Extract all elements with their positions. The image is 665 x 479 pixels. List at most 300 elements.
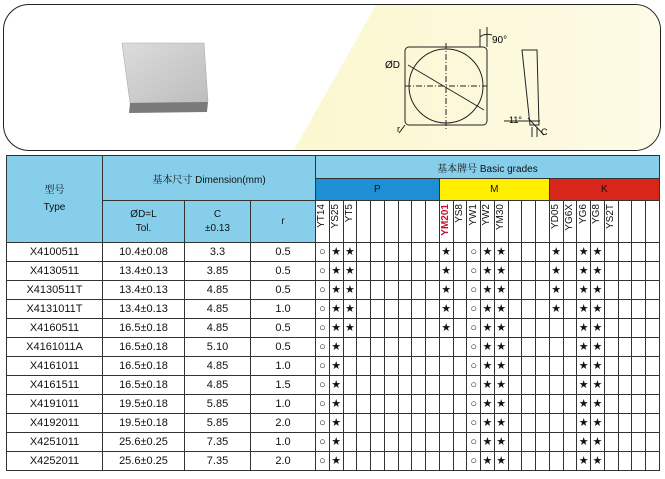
recommended-mark: ★ [481,452,495,471]
grade-column-header [604,201,618,243]
grade-name: YS8 [453,204,465,223]
empty-grade-cell [426,281,440,300]
empty-grade-cell [522,319,536,338]
empty-grade-cell [357,395,371,414]
empty-grade-cell [357,414,371,433]
empty-grade-cell [398,262,412,281]
empty-grade-cell [618,433,632,452]
recommended-mark: ★ [481,338,495,357]
empty-grade-cell [646,376,660,395]
recommended-mark: ★ [577,395,591,414]
d-cell: 10.4±0.08 [103,243,185,262]
d-cell: 13.4±0.13 [103,300,185,319]
recommended-mark: ★ [591,395,605,414]
suitable-mark: ○ [316,395,330,414]
r-cell: 1.0 [251,433,316,452]
type-cell: X4252011 [7,452,103,471]
recommended-mark: ★ [591,243,605,262]
c-cell: 5.85 [185,395,251,414]
r-cell: 2.0 [251,452,316,471]
empty-grade-cell [536,281,550,300]
empty-grade-cell [384,452,398,471]
suitable-mark: ○ [316,433,330,452]
empty-grade-cell [646,262,660,281]
empty-grade-cell [632,300,646,319]
recommended-mark: ★ [329,357,343,376]
c-header [185,201,251,243]
empty-grade-cell [549,433,563,452]
recommended-mark: ★ [329,395,343,414]
grade-name: YT14 [316,204,328,228]
d-cell: 25.6±0.25 [103,452,185,471]
empty-grade-cell [384,243,398,262]
empty-grade-cell [384,395,398,414]
empty-grade-cell [384,300,398,319]
c-header-sub: ±0.13 [205,222,230,234]
recommended-mark: ★ [329,414,343,433]
recommended-mark: ★ [549,300,563,319]
empty-grade-cell [563,433,577,452]
empty-grade-cell [453,281,467,300]
grade-name: YG8 [591,204,603,225]
grade-group-k: K [549,179,659,201]
r-cell: 1.5 [251,376,316,395]
empty-grade-cell [426,338,440,357]
empty-grade-cell [384,414,398,433]
d-header-label: ØD=L [130,208,157,220]
d-cell: 16.5±0.18 [103,376,185,395]
recommended-mark: ★ [494,262,508,281]
table-row [7,243,660,262]
empty-grade-cell [508,414,522,433]
empty-grade-cell [412,300,426,319]
recommended-mark: ★ [591,376,605,395]
c-cell: 7.35 [185,433,251,452]
empty-grade-cell [618,376,632,395]
grade-column-header [632,201,646,243]
empty-grade-cell [563,300,577,319]
empty-grade-cell [426,300,440,319]
empty-grade-cell [618,262,632,281]
empty-grade-cell [646,395,660,414]
empty-grade-cell [371,357,385,376]
empty-grade-cell [412,452,426,471]
type-cell: X4131011T [7,300,103,319]
recommended-mark: ★ [494,243,508,262]
empty-grade-cell [439,357,453,376]
dimension-header: 基本尺寸 Dimension(mm) [103,156,316,201]
suitable-mark: ○ [467,262,481,281]
suitable-mark: ○ [467,338,481,357]
empty-grade-cell [357,433,371,452]
empty-grade-cell [412,395,426,414]
empty-grade-cell [549,452,563,471]
grade-name: YW1 [467,204,479,226]
empty-grade-cell [398,300,412,319]
grade-group-p: P [316,179,440,201]
empty-grade-cell [646,300,660,319]
grade-name: YW2 [481,204,493,226]
empty-grade-cell [453,338,467,357]
empty-grade-cell [618,395,632,414]
empty-grade-cell [563,395,577,414]
empty-grade-cell [508,357,522,376]
d-cell: 19.5±0.18 [103,395,185,414]
recommended-mark: ★ [481,281,495,300]
empty-grade-cell [371,376,385,395]
empty-grade-cell [632,281,646,300]
empty-grade-cell [398,243,412,262]
grade-column-header [536,201,550,243]
type-header-en: Type [43,202,66,213]
empty-grade-cell [508,319,522,338]
radius-label: r [397,124,400,134]
empty-grade-cell [563,319,577,338]
type-cell: X4251011 [7,433,103,452]
empty-grade-cell [522,376,536,395]
c-header-label: C [213,208,222,220]
grade-column-header [329,201,343,243]
empty-grade-cell [371,262,385,281]
empty-grade-cell [536,414,550,433]
angle-top-label: 90° [492,35,508,46]
r-cell: 0.5 [251,243,316,262]
grade-column-header [591,201,605,243]
recommended-mark: ★ [577,452,591,471]
empty-grade-cell [508,376,522,395]
empty-grade-cell [536,433,550,452]
c-cell: 7.35 [185,452,251,471]
empty-grade-cell [632,338,646,357]
recommended-mark: ★ [577,243,591,262]
insert-spec-table [6,155,660,471]
table-row [7,452,660,471]
empty-grade-cell [536,395,550,414]
empty-grade-cell [549,338,563,357]
suitable-mark: ○ [316,414,330,433]
type-header [7,156,103,243]
table-row [7,395,660,414]
empty-grade-cell [426,414,440,433]
empty-grade-cell [522,300,536,319]
grade-name: YS2T [605,204,617,230]
empty-grade-cell [453,433,467,452]
d-cell: 13.4±0.13 [103,281,185,300]
recommended-mark: ★ [549,243,563,262]
empty-grade-cell [453,452,467,471]
empty-grade-cell [412,338,426,357]
type-cell: X4161011 [7,357,103,376]
recommended-mark: ★ [577,338,591,357]
suitable-mark: ○ [316,357,330,376]
suitable-mark: ○ [467,281,481,300]
empty-grade-cell [632,376,646,395]
d-cell: 19.5±0.18 [103,414,185,433]
empty-grade-cell [412,376,426,395]
recommended-mark: ★ [439,243,453,262]
empty-grade-cell [357,262,371,281]
empty-grade-cell [384,281,398,300]
empty-grade-cell [371,243,385,262]
empty-grade-cell [604,262,618,281]
empty-grade-cell [508,452,522,471]
grade-name: YD05 [550,204,562,230]
recommended-mark: ★ [577,300,591,319]
empty-grade-cell [646,281,660,300]
insert-drawing [4,5,660,150]
angle-side-label: 11° [509,115,522,125]
grade-column-header [481,201,495,243]
recommended-mark: ★ [481,357,495,376]
empty-grade-cell [343,357,357,376]
suitable-mark: ○ [467,395,481,414]
r-cell: 2.0 [251,414,316,433]
recommended-mark: ★ [439,281,453,300]
recommended-mark: ★ [481,243,495,262]
d-tolerance-header [103,201,185,243]
empty-grade-cell [398,338,412,357]
d-cell: 16.5±0.18 [103,338,185,357]
empty-grade-cell [508,395,522,414]
recommended-mark: ★ [494,433,508,452]
empty-grade-cell [522,433,536,452]
empty-grade-cell [343,414,357,433]
empty-grade-cell [536,376,550,395]
empty-grade-cell [384,357,398,376]
empty-grade-cell [357,243,371,262]
recommended-mark: ★ [481,414,495,433]
empty-grade-cell [357,357,371,376]
grade-column-header [494,201,508,243]
empty-grade-cell [343,376,357,395]
empty-grade-cell [453,414,467,433]
c-cell: 4.85 [185,376,251,395]
recommended-mark: ★ [329,376,343,395]
recommended-mark: ★ [577,262,591,281]
suitable-mark: ○ [316,338,330,357]
grade-column-header [316,201,330,243]
empty-grade-cell [398,357,412,376]
recommended-mark: ★ [591,319,605,338]
d-header-sub: Tol. [135,222,152,234]
empty-grade-cell [508,262,522,281]
recommended-mark: ★ [577,414,591,433]
empty-grade-cell [384,262,398,281]
grade-name: YG6 [577,204,589,225]
recommended-mark: ★ [494,452,508,471]
diameter-label: ØD [385,60,400,71]
empty-grade-cell [522,395,536,414]
d-cell: 25.6±0.25 [103,433,185,452]
r-cell: 1.0 [251,357,316,376]
r-cell: 1.0 [251,300,316,319]
empty-grade-cell [536,319,550,338]
type-cell: X4192011 [7,414,103,433]
suitable-mark: ○ [467,357,481,376]
suitable-mark: ○ [316,376,330,395]
empty-grade-cell [646,357,660,376]
grade-name: YM30 [495,204,507,231]
empty-grade-cell [563,452,577,471]
empty-grade-cell [453,319,467,338]
empty-grade-cell [343,433,357,452]
type-cell: X4161511 [7,376,103,395]
recommended-mark: ★ [439,300,453,319]
grade-column-header [384,201,398,243]
empty-grade-cell [439,338,453,357]
table-row [7,338,660,357]
suitable-mark: ○ [467,433,481,452]
empty-grade-cell [632,243,646,262]
r-cell: 0.5 [251,338,316,357]
empty-grade-cell [357,452,371,471]
recommended-mark: ★ [591,452,605,471]
recommended-mark: ★ [591,433,605,452]
type-cell: X4160511 [7,319,103,338]
empty-grade-cell [604,395,618,414]
recommended-mark: ★ [343,262,357,281]
recommended-mark: ★ [329,300,343,319]
empty-grade-cell [522,262,536,281]
recommended-mark: ★ [591,281,605,300]
c-cell: 4.85 [185,319,251,338]
c-cell: 5.10 [185,338,251,357]
recommended-mark: ★ [577,319,591,338]
insert-photo [122,43,208,113]
recommended-mark: ★ [549,262,563,281]
empty-grade-cell [439,433,453,452]
grade-column-header [646,201,660,243]
empty-grade-cell [398,452,412,471]
grade-name: YM201 [440,204,452,236]
suitable-mark: ○ [467,319,481,338]
grade-column-header [412,201,426,243]
empty-grade-cell [536,243,550,262]
grade-column-header [618,201,632,243]
empty-grade-cell [412,433,426,452]
empty-grade-cell [618,338,632,357]
cream-background [294,5,660,150]
empty-grade-cell [453,357,467,376]
suitable-mark: ○ [467,452,481,471]
recommended-mark: ★ [591,414,605,433]
empty-grade-cell [398,281,412,300]
empty-grade-cell [536,357,550,376]
empty-grade-cell [646,243,660,262]
grade-column-header [453,201,467,243]
empty-grade-cell [426,452,440,471]
empty-grade-cell [618,300,632,319]
empty-grade-cell [563,338,577,357]
empty-grade-cell [439,376,453,395]
empty-grade-cell [508,281,522,300]
empty-grade-cell [549,395,563,414]
suitable-mark: ○ [316,319,330,338]
empty-grade-cell [426,433,440,452]
empty-grade-cell [508,300,522,319]
recommended-mark: ★ [329,281,343,300]
empty-grade-cell [646,338,660,357]
empty-grade-cell [371,281,385,300]
empty-grade-cell [343,338,357,357]
empty-grade-cell [371,414,385,433]
empty-grade-cell [371,338,385,357]
type-cell: X4130511 [7,262,103,281]
empty-grade-cell [618,243,632,262]
c-cell: 4.85 [185,281,251,300]
type-cell: X4161011A [7,338,103,357]
suitable-mark: ○ [316,262,330,281]
empty-grade-cell [384,376,398,395]
empty-grade-cell [453,376,467,395]
empty-grade-cell [632,357,646,376]
c-cell: 3.3 [185,243,251,262]
empty-grade-cell [536,338,550,357]
empty-grade-cell [412,414,426,433]
empty-grade-cell [412,243,426,262]
grade-name: YT5 [343,204,355,223]
recommended-mark: ★ [591,338,605,357]
recommended-mark: ★ [494,414,508,433]
empty-grade-cell [549,357,563,376]
empty-grade-cell [357,281,371,300]
recommended-mark: ★ [591,357,605,376]
empty-grade-cell [439,395,453,414]
empty-grade-cell [412,357,426,376]
empty-grade-cell [426,262,440,281]
suitable-mark: ○ [467,414,481,433]
suitable-mark: ○ [316,300,330,319]
empty-grade-cell [604,243,618,262]
empty-grade-cell [426,395,440,414]
recommended-mark: ★ [481,300,495,319]
grade-column-header [357,201,371,243]
empty-grade-cell [522,452,536,471]
c-cell: 4.85 [185,300,251,319]
empty-grade-cell [398,376,412,395]
empty-grade-cell [522,357,536,376]
empty-grade-cell [357,338,371,357]
grade-group-m: M [439,179,549,201]
empty-grade-cell [522,338,536,357]
empty-grade-cell [563,376,577,395]
c-cell: 5.85 [185,414,251,433]
empty-grade-cell [618,281,632,300]
recommended-mark: ★ [343,243,357,262]
empty-grade-cell [522,281,536,300]
empty-grade-cell [563,414,577,433]
empty-grade-cell [646,452,660,471]
empty-grade-cell [618,452,632,471]
empty-grade-cell [453,395,467,414]
recommended-mark: ★ [494,281,508,300]
empty-grade-cell [604,452,618,471]
recommended-mark: ★ [343,319,357,338]
empty-grade-cell [343,395,357,414]
empty-grade-cell [549,376,563,395]
recommended-mark: ★ [494,338,508,357]
c-cell: 4.85 [185,357,251,376]
empty-grade-cell [426,243,440,262]
empty-grade-cell [632,262,646,281]
empty-grade-cell [371,433,385,452]
suitable-mark: ○ [467,300,481,319]
grade-column-header [522,201,536,243]
grade-column-header [508,201,522,243]
empty-grade-cell [426,319,440,338]
empty-grade-cell [522,414,536,433]
empty-grade-cell [508,433,522,452]
